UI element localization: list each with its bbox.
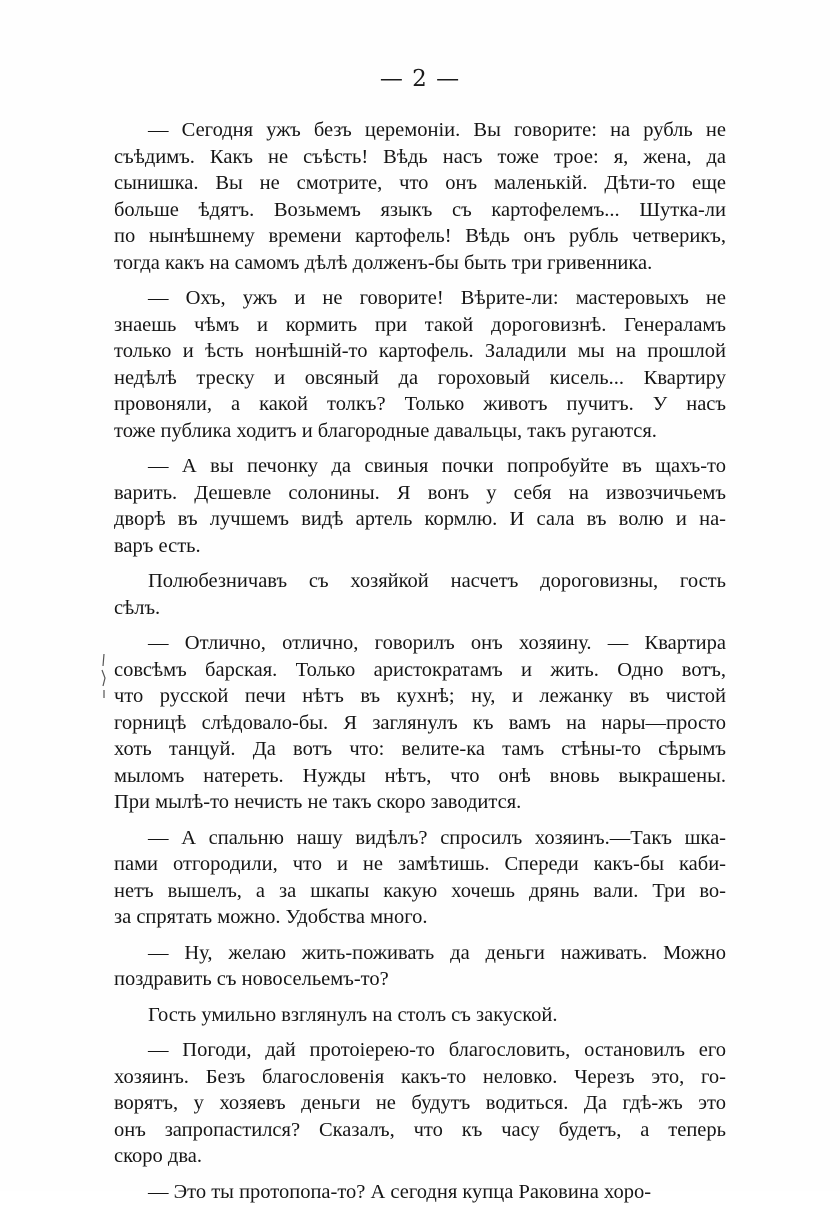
text-line: что русской печи нѣтъ въ кухнѣ; ну, и лежанку въ чистой bbox=[114, 683, 726, 710]
paragraph bbox=[114, 117, 726, 276]
paragraph bbox=[114, 285, 726, 444]
paragraph-gap bbox=[114, 1170, 726, 1179]
paragraph bbox=[114, 1179, 726, 1205]
text-line: только и ѣсть нонѣшній-то картофель. Заладили мы на прошлой bbox=[114, 338, 726, 365]
text-line: сынишка. Вы не смотрите, что онъ маленькій. Дѣти-то еще bbox=[114, 170, 726, 197]
text-line: варить. Дешевле солонины. Я вонъ у себя на извозчичьемъ bbox=[114, 480, 726, 507]
text-line: мыломъ натереть. Нужды нѣтъ, что онѣ вновь выкрашены. bbox=[114, 763, 726, 790]
paragraph bbox=[114, 1037, 726, 1170]
text-line: — Погоди, дай протоіерею-то благословить, остановилъ его bbox=[114, 1037, 726, 1064]
text-body bbox=[114, 117, 726, 1205]
paragraph-gap bbox=[114, 444, 726, 453]
text-line: — Охъ, ужъ и не говорите! Вѣрите-ли: мастеровыхъ не bbox=[114, 285, 726, 312]
margin-pencil-mark bbox=[98, 652, 110, 700]
paragraph-gap bbox=[114, 559, 726, 568]
paragraph-gap bbox=[114, 993, 726, 1002]
paragraph-gap bbox=[114, 816, 726, 825]
page-number: — 2 — bbox=[0, 66, 840, 92]
text-line: варъ есть. bbox=[114, 533, 726, 560]
text-line: дворѣ въ лучшемъ видѣ артель кормлю. И сала въ волю и на- bbox=[114, 506, 726, 533]
text-line: — Ну, желаю жить-поживать да деньги наживать. Можно bbox=[114, 940, 726, 967]
text-line: ворятъ, у хозяевъ деньги не будутъ водиться. Да гдѣ-жъ это bbox=[114, 1090, 726, 1117]
paragraph-gap bbox=[114, 931, 726, 940]
text-line: хоть танцуй. Да вотъ что: велите-ка тамъ стѣны-то сѣрымъ bbox=[114, 736, 726, 763]
text-line: по нынѣшнему времени картофель! Вѣдь онъ рубль четверикъ, bbox=[114, 223, 726, 250]
paragraph-gap bbox=[114, 1028, 726, 1037]
text-line: недѣлѣ треску и овсяный да гороховый кисель... Квартиру bbox=[114, 365, 726, 392]
text-line: за спрятать можно. Удобства много. bbox=[114, 904, 726, 931]
text-line: съѣдимъ. Какъ не съѣсть! Вѣдь насъ тоже трое: я, жена, да bbox=[114, 144, 726, 171]
text-line: совсѣмъ барская. Только аристократамъ и жить. Одно вотъ, bbox=[114, 657, 726, 684]
text-line: — Это ты протопопа-то? А сегодня купца Раковина хоро- bbox=[114, 1179, 726, 1205]
text-line: тоже публика ходитъ и благородные давальцы, такъ ругаются. bbox=[114, 418, 726, 445]
text-line: провоняли, а какой толкъ? Только животъ пучитъ. У насъ bbox=[114, 391, 726, 418]
text-line: больше ѣдятъ. Возьмемъ языкъ съ картофелемъ... Шутка-ли bbox=[114, 197, 726, 224]
text-line: — Сегодня ужъ безъ церемоніи. Вы говорите: на рубль не bbox=[114, 117, 726, 144]
paragraph-gap bbox=[114, 621, 726, 630]
paragraph bbox=[114, 453, 726, 559]
text-line: знаешь чѣмъ и кормить при такой дороговизнѣ. Генераламъ bbox=[114, 312, 726, 339]
paragraph bbox=[114, 568, 726, 621]
text-line: — А спальню нашу видѣлъ? спросилъ хозяинъ.—Такъ шка- bbox=[114, 825, 726, 852]
text-line: Полюбезничавъ съ хозяйкой насчетъ дороговизны, гость bbox=[114, 568, 726, 595]
text-line: Гость умильно взглянулъ на столъ съ закуской. bbox=[114, 1002, 726, 1029]
paragraph-gap bbox=[114, 276, 726, 285]
text-line: При мылѣ-то нечисть не такъ скоро заводится. bbox=[114, 789, 726, 816]
text-line: поздравить съ новосельемъ-то? bbox=[114, 966, 726, 993]
text-line: горницѣ слѣдовало-бы. Я заглянулъ къ вамъ на нары—просто bbox=[114, 710, 726, 737]
text-line: тогда какъ на самомъ дѣлѣ долженъ-бы быть три гривенника. bbox=[114, 250, 726, 277]
text-line: скоро два. bbox=[114, 1143, 726, 1170]
text-line: хозяинъ. Безъ благословенія какъ-то неловко. Черезъ это, го- bbox=[114, 1064, 726, 1091]
text-line: нетъ вышелъ, а за шкапы какую хочешь дрянь вали. Три во- bbox=[114, 878, 726, 905]
text-line: пами отгородили, что и не замѣтишь. Спереди какъ-бы каби- bbox=[114, 851, 726, 878]
text-line: онъ запропастился? Сказалъ, что къ часу будетъ, а теперь bbox=[114, 1117, 726, 1144]
text-line: сѣлъ. bbox=[114, 595, 726, 622]
text-line: — А вы печонку да свиныя почки попробуйте въ щахъ-то bbox=[114, 453, 726, 480]
paragraph bbox=[114, 940, 726, 993]
text-line: — Отлично, отлично, говорилъ онъ хозяину. — Квартира bbox=[114, 630, 726, 657]
paragraph bbox=[114, 1002, 726, 1029]
paragraph bbox=[114, 825, 726, 931]
paragraph bbox=[114, 630, 726, 816]
